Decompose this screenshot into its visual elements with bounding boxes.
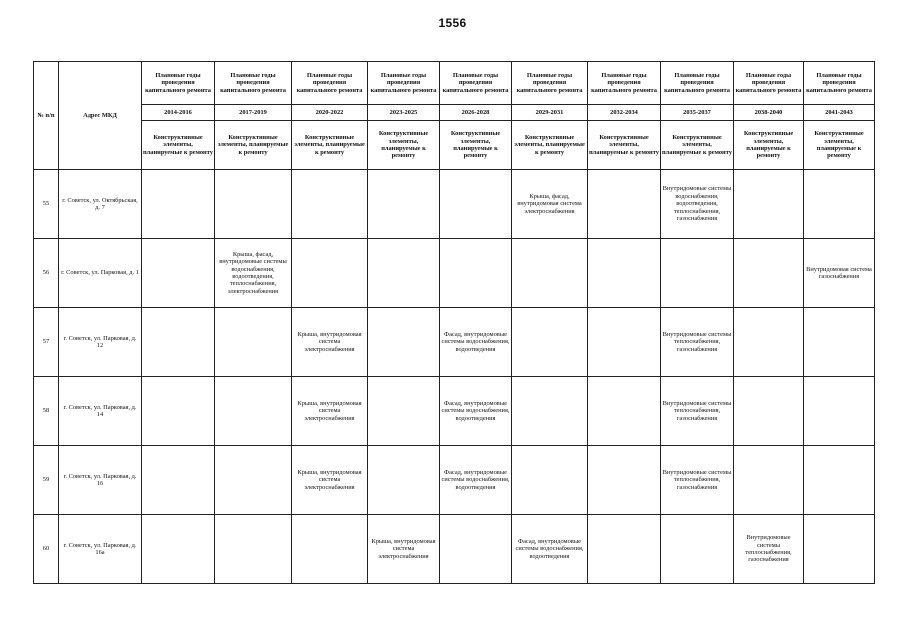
repair-cell: Крыша, внутридомовая система электроснабжения xyxy=(292,308,368,377)
repair-cell xyxy=(292,515,368,584)
repair-cell xyxy=(440,515,512,584)
repair-cell xyxy=(368,446,440,515)
repair-cell xyxy=(512,446,588,515)
repair-cell xyxy=(588,446,661,515)
period-years-8: 2035-2037 xyxy=(661,105,734,121)
repair-cell: Фасад, внутридомовые системы водоснабжения, водоотведения xyxy=(440,308,512,377)
period-title-10: Плановые годы проведения капитального ремонта xyxy=(804,62,875,105)
period-title-8: Плановые годы проведения капитального ремонта xyxy=(661,62,734,105)
repair-cell xyxy=(734,377,804,446)
period-years-10: 2041-2043 xyxy=(804,105,875,121)
building-address: г. Советск, ул. Парковая, д. 16 xyxy=(59,446,142,515)
repair-cell: Внутридомовая система газоснабжения xyxy=(804,239,875,308)
repair-cell: Внутридомовые системы теплоснабжения, газоснабжения xyxy=(661,446,734,515)
repair-cell: Внутридомовые системы теплоснабжения, газоснабжения xyxy=(734,515,804,584)
repair-cell: Крыша, фасад, внутридомовая система электроснабжения xyxy=(512,170,588,239)
repair-cell xyxy=(804,308,875,377)
period-elements-6: Конструктивные элементы, планируемые к ремонту xyxy=(512,121,588,170)
row-number: 55 xyxy=(34,170,59,239)
repair-cell xyxy=(142,446,215,515)
repair-cell xyxy=(734,170,804,239)
repair-cell xyxy=(292,239,368,308)
repair-cell xyxy=(588,377,661,446)
repair-cell xyxy=(142,515,215,584)
repair-cell xyxy=(215,308,292,377)
period-title-7: Плановые годы проведения капитального ремонта xyxy=(588,62,661,105)
repair-cell: Внутридомовые системы теплоснабжения, газоснабжения xyxy=(661,308,734,377)
repair-cell xyxy=(215,515,292,584)
address-header: Адрес МКД xyxy=(59,62,142,170)
building-address: г. Советск, ул. Парковая, д. 12 xyxy=(59,308,142,377)
repair-cell xyxy=(368,308,440,377)
repair-cell xyxy=(215,446,292,515)
period-title-4: Плановые годы проведения капитального ремонта xyxy=(368,62,440,105)
row-number: 56 xyxy=(34,239,59,308)
repair-cell xyxy=(734,239,804,308)
repair-cell xyxy=(661,515,734,584)
repair-cell: Внутридомовые системы теплоснабжения, газоснабжения xyxy=(661,377,734,446)
repair-cell xyxy=(512,239,588,308)
repair-cell xyxy=(588,308,661,377)
row-number: 58 xyxy=(34,377,59,446)
repair-cell xyxy=(661,239,734,308)
capital-repair-schedule-table xyxy=(33,61,875,584)
repair-cell xyxy=(734,446,804,515)
repair-cell xyxy=(804,446,875,515)
repair-cell xyxy=(588,239,661,308)
period-elements-5: Конструктивные элементы, планируемые к ремонту xyxy=(440,121,512,170)
repair-cell xyxy=(142,239,215,308)
repair-cell xyxy=(804,515,875,584)
repair-cell: Крыша, фасад, внутридомовые системы водоснабжения, водоотведения, теплоснабжения, электроснабжения xyxy=(215,239,292,308)
header-row-period-titles xyxy=(34,62,875,105)
period-years-2: 2017-2019 xyxy=(215,105,292,121)
repair-cell: Фасад, внутридомовые системы водоснабжения, водоотведения xyxy=(440,377,512,446)
repair-cell: Крыша, внутридомовая система электроснабжения xyxy=(292,446,368,515)
table-row xyxy=(34,446,875,515)
row-number: 57 xyxy=(34,308,59,377)
header-row-years xyxy=(34,105,875,121)
period-years-3: 2020-2022 xyxy=(292,105,368,121)
table-row xyxy=(34,308,875,377)
repair-cell xyxy=(215,377,292,446)
period-title-1: Плановые годы проведения капитального ремонта xyxy=(142,62,215,105)
repair-cell xyxy=(292,170,368,239)
row-number: 59 xyxy=(34,446,59,515)
row-number: 60 xyxy=(34,515,59,584)
period-elements-7: Конструктивные элементы, планируемые к ремонту xyxy=(588,121,661,170)
period-years-4: 2023-2025 xyxy=(368,105,440,121)
period-years-5: 2026-2028 xyxy=(440,105,512,121)
period-years-6: 2029-2031 xyxy=(512,105,588,121)
repair-cell xyxy=(512,308,588,377)
repair-cell xyxy=(588,515,661,584)
period-title-9: Плановые годы проведения капитального ремонта xyxy=(734,62,804,105)
building-address: г. Советск, ул. Парковая, д. 14 xyxy=(59,377,142,446)
period-elements-4: Конструктивные элементы, планируемые к ремонту xyxy=(368,121,440,170)
table-row xyxy=(34,515,875,584)
period-years-7: 2032-2034 xyxy=(588,105,661,121)
repair-cell xyxy=(368,170,440,239)
period-elements-1: Конструктивные элементы, планируемые к ремонту xyxy=(142,121,215,170)
repair-cell xyxy=(804,377,875,446)
period-elements-3: Конструктивные элементы, планируемые к ремонту xyxy=(292,121,368,170)
period-elements-8: Конструктивные элементы, планируемые к ремонту xyxy=(661,121,734,170)
repair-cell xyxy=(368,377,440,446)
repair-cell xyxy=(215,170,292,239)
row-number-header: № п/п xyxy=(34,62,59,170)
period-elements-10: Конструктивные элементы, планируемые к ремонту xyxy=(804,121,875,170)
repair-cell xyxy=(588,170,661,239)
period-title-5: Плановые годы проведения капитального ремонта xyxy=(440,62,512,105)
building-address: г. Советск, ул. Октябрьская, д. 7 xyxy=(59,170,142,239)
repair-cell xyxy=(440,170,512,239)
period-elements-9: Конструктивные элементы, планируемые к ремонту xyxy=(734,121,804,170)
repair-cell: Фасад, внутридомовые системы водоснабжения, водоотведения xyxy=(512,515,588,584)
repair-cell xyxy=(804,170,875,239)
repair-cell: Фасад, внутридомовые системы водоснабжения, водоотведения xyxy=(440,446,512,515)
period-elements-2: Конструктивные элементы, планируемые к ремонту xyxy=(215,121,292,170)
page-number: 1556 xyxy=(438,16,467,30)
period-title-6: Плановые годы проведения капитального ремонта xyxy=(512,62,588,105)
period-title-3: Плановые годы проведения капитального ремонта xyxy=(292,62,368,105)
repair-cell xyxy=(734,308,804,377)
repair-cell xyxy=(440,239,512,308)
repair-cell xyxy=(142,308,215,377)
table-row xyxy=(34,377,875,446)
period-years-1: 2014-2016 xyxy=(142,105,215,121)
table-row xyxy=(34,239,875,308)
header-row-elements xyxy=(34,121,875,170)
table-row xyxy=(34,170,875,239)
repair-cell: Крыша, внутридомовая система электроснабжения xyxy=(292,377,368,446)
repair-cell xyxy=(368,239,440,308)
repair-cell: Внутридомовые системы водоснабжения, водоотведения, теплоснабжения, газоснабжения xyxy=(661,170,734,239)
repair-cell xyxy=(142,377,215,446)
repair-cell xyxy=(142,170,215,239)
period-years-9: 2038-2040 xyxy=(734,105,804,121)
period-title-2: Плановые годы проведения капитального ремонта xyxy=(215,62,292,105)
repair-cell: Крыша, внутридомовая система электроснабжения xyxy=(368,515,440,584)
repair-cell xyxy=(512,377,588,446)
building-address: г. Советск, ул. Парковая, д. 1 xyxy=(59,239,142,308)
building-address: г. Советск, ул. Парковая, д. 16а xyxy=(59,515,142,584)
